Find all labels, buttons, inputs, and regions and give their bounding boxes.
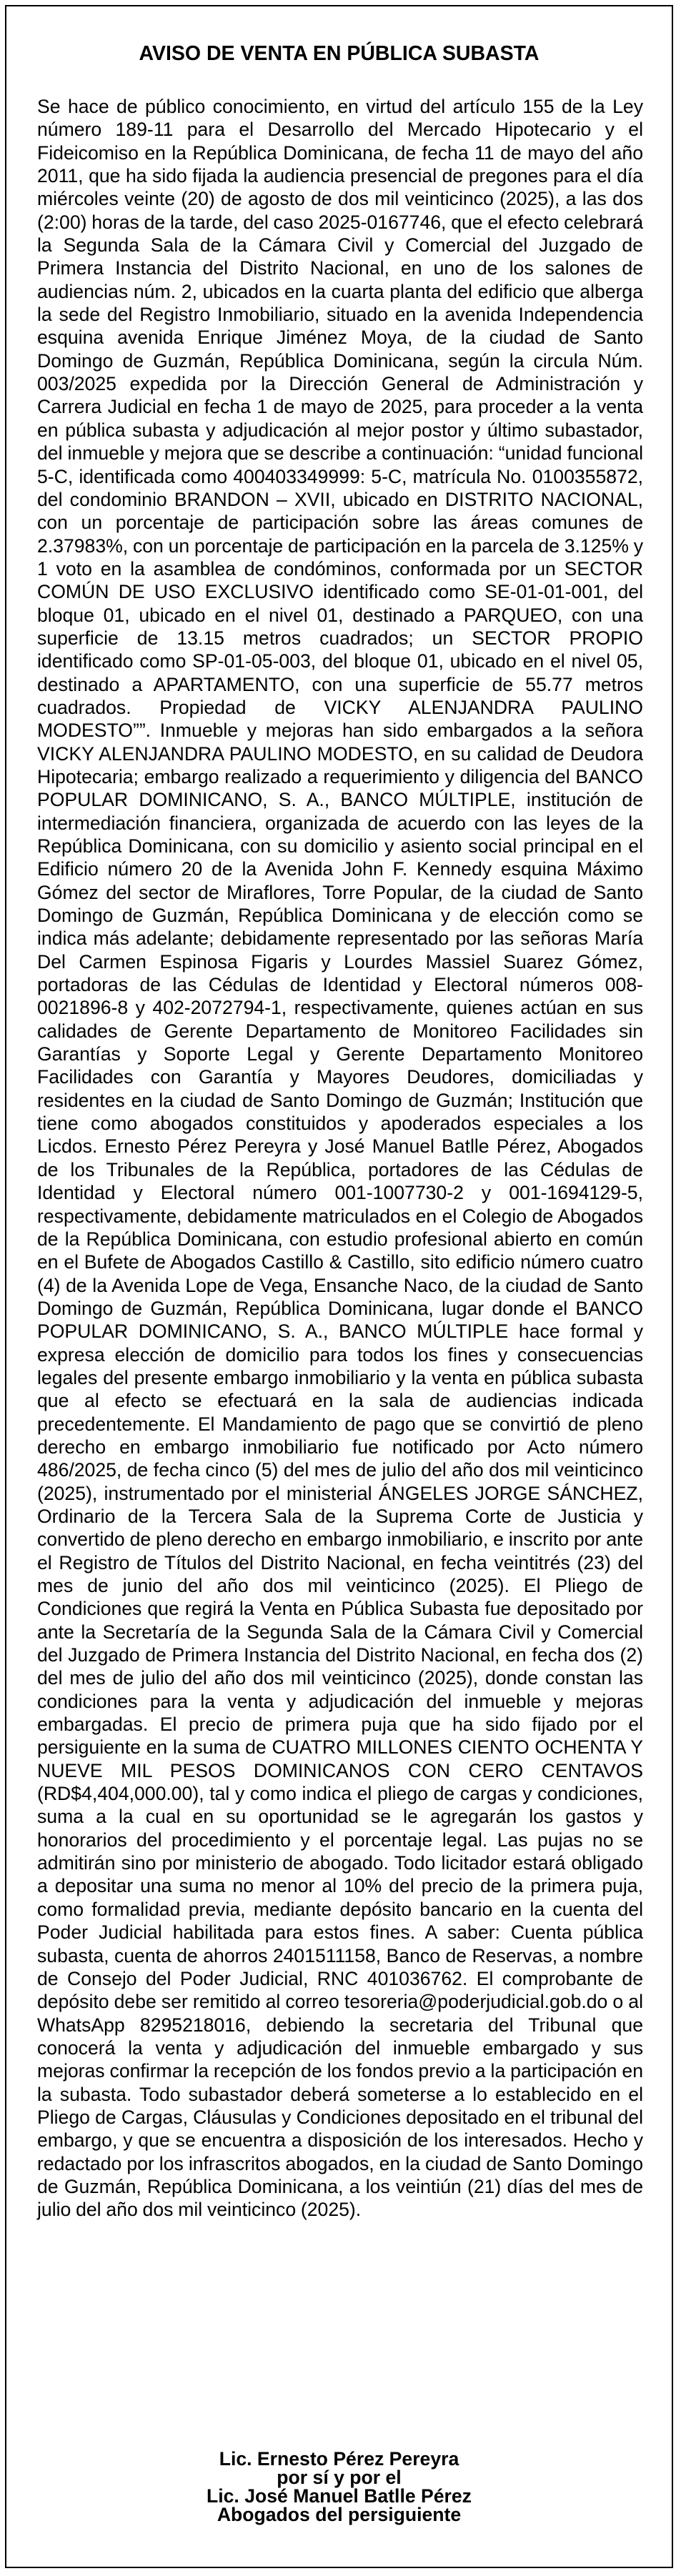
notice-body: Se hace de público conocimiento, en virtud del artículo 155 de la Ley número 189-11 para el Desarrollo del Mercado Hipotecario y el Fideicomiso en la República Dominicana, de fecha 11 de mayo del año 2011, que ha sido fijada la audiencia presencial de pregones para el día miércoles veinte (20) de agosto de dos mil veinticinco (2025), a las dos (2:00) horas de la tarde, del caso 2025-0167746, que el efecto celebrará la Segunda Sala de la Cámara Civil y Comercial del Juzgado de Primera Instancia del Distrito Nacional, en uno de los salones de audiencias núm. 2, ubicados en la cuarta planta del edificio que alberga la sede del Registro Inmobiliario, situado en la avenida Independencia esquina avenida Enrique Jiménez Moya, de la ciudad de Santo Domingo de Guzmán, República Dominicana, según la circula Núm. 003/2025 expedida por la Dirección General de Administración y Carrera Judicial en fecha 1 de mayo de 2025, para proceder a la venta en pública subasta y adjudicación al mejor postor y último subastador, del inmueble y mejora que se describe a continuación: “unidad funcional 5-C, identificada como 400403349999: 5-C, matrícula No. 0100355872, del condominio BRANDON – XVII, ubicado en DISTRITO NACIONAL, con un porcentaje de participación sobre las áreas comunes de 2.37983%, con un porcentaje de participación en la parcela de 3.125% y 1 voto en la asamblea de condóminos, conformada por un SECTOR COMÚN DE USO EXCLUSIVO identificado como SE-01-01-001, del bloque 01, ubicado en el nivel 01, destinado a PARQUEO, con una superficie de 13.15 metros cuadrados; un SECTOR PROPIO identificado como SP-01-05-003, del bloque 01, ubicado en el nivel 05, destinado a APARTAMENTO, con una superficie de 55.77 metros cuadrados. Propiedad de VICKY ALENJANDRA PAULINO MODESTO””. Inmueble y mejoras han sido embargados a la señora VICKY ALENJANDRA PAULINO MODESTO, en su calidad de Deudora Hipotecaria; embargo realizado a requerimiento y diligencia del BANCO POPULAR DOMINICANO, S. A., BANCO MÚLTIPLE, institución de intermediación financiera, organizada de acuerdo con las leyes de la República Dominicana, con su domicilio y asiento social principal en el Edificio número 20 de la Avenida John F. Kennedy esquina Máximo Gómez del sector de Miraflores, Torre Popular, de la ciudad de Santo Domingo de Guzmán, República Dominicana y de elección como se indica más adelante; debidamente representado por las señoras María Del Carmen Espinosa Figaris y Lourdes Massiel Suarez Gómez, portadoras de las Cédulas de Identidad y Electoral números 008-0021896-8 y 402-2072794-1, respectivamente, quienes actúan en sus calidades de Gerente Departamento de Monitoreo Facilidades sin Garantías y Soporte Legal y Gerente Departamento Monitoreo Facilidades con Garantía y Mayores Deudores, domiciliadas y residentes en la ciudad de Santo Domingo de Guzmán; Institución que tiene como abogados constituidos y apoderados especiales a los Licdos. Ernesto Pérez Pereyra y José Manuel Batlle Pérez, Abogados de los Tribunales de la República, portadores de las Cédulas de Identidad y Electoral número 001-1007730-2 y 001-1694129-5, respectivamente, debidamente matriculados en el Colegio de Abogados de la República Dominicana, con estudio profesional abierto en común en el Bufete de Abogados Castillo & Castillo, sito edificio número cuatro (4) de la Avenida Lope de Vega, Ensanche Naco, de la ciudad de Santo Domingo de Guzmán, República Dominicana, lugar donde el BANCO POPULAR DOMINICANO, S. A., BANCO MÚLTIPLE hace formal y expresa elección de domicilio para todos los fines y consecuencias legales del presente embargo inmobiliario y la venta en pública subasta que al efecto se efectuará en la sala de audiencias indicada precedentemente. El Mandamiento de pago que se convirtió de pleno derecho en embargo inmobiliario fue notificado por Acto número 486/2025, de fecha cinco (5) del mes de julio del año dos mil veinticinco (2025), instrumentado por el ministerial ÁNGELES JORGE SÁNCHEZ, Ordinario de la Tercera Sala de la Suprema Corte de Justicia y convertido de pleno derecho en embargo inmobiliario, e inscrito por ante el Registro de Títulos del Distrito Nacional, en fecha veintitrés (23) del mes de junio del año dos mil veinticinco (2025). El Pliego de Condiciones que regirá la Venta en Pública Subasta fue depositado por ante la Secretaría de la Segunda Sala de la Cámara Civil y Comercial del Juzgado de Primera Instancia del Distrito Nacional, en fecha dos (2) del mes de julio del año dos mil veinticinco (2025), donde constan las condiciones para la venta y adjudicación del inmueble y mejoras embargadas. El precio de primera puja que ha sido fijado por el persiguiente en la suma de CUATRO MILLONES CIENTO OCHENTA Y NUEVE MIL PESOS DOMINICANOS CON CERO CENTAVOS (RD$4,404,000.00), tal y como indica el pliego de cargas y condiciones, suma a la cual en su oportunidad se le agregarán los gastos y honorarios del procedimiento y el porcentaje legal. Las pujas no se admitirán sino por ministerio de abogado. Todo licitador estará obligado a depositar una suma no menor al 10% del precio de la primera puja, como formalidad previa, mediante depósito bancario en la cuenta del Poder Judicial habilitada para estos fines. A saber: Cuenta pública subasta, cuenta de ahorros 2401511158, Banco de Reservas, a nombre de Consejo del Poder Judicial, RNC 401036762. El comprobante de depósito debe ser remitido al correo tesoreria@poderjudicial.gob.do o al WhatsApp 8295218016, debiendo la secretaria del Tribunal que conocerá la venta y adjudicación del inmueble embargado y sus mejoras confirmar la recepción de los fondos previo a la participación en la subasta. Todo subastador deberá someterse a lo establecido en el Pliego de Cargas, Cláusulas y Condiciones depositado en el tribunal del embargo, y que se encuentra a disposición de los interesados. Hecho y redactado por los infrascritos abogados, en la ciudad de Santo Domingo de Guzmán, República Dominicana, a los veintiún (21) días del mes de julio del año dos mil veinticinco (2025). <box>37 96 643 2221</box>
signature-line-1: Lic. Ernesto Pérez Pereyra <box>219 2448 459 2470</box>
notice-title: AVISO DE VENTA EN PÚBLICA SUBASTA <box>139 42 540 65</box>
signature-line-3: Lic. José Manuel Batlle Pérez <box>207 2485 472 2507</box>
signature-line-4: Abogados del persiguiente <box>217 2504 462 2525</box>
notice-box <box>5 5 673 2568</box>
signature-block <box>6 2450 672 2524</box>
signature-line-2: por sí y por el <box>277 2467 402 2488</box>
